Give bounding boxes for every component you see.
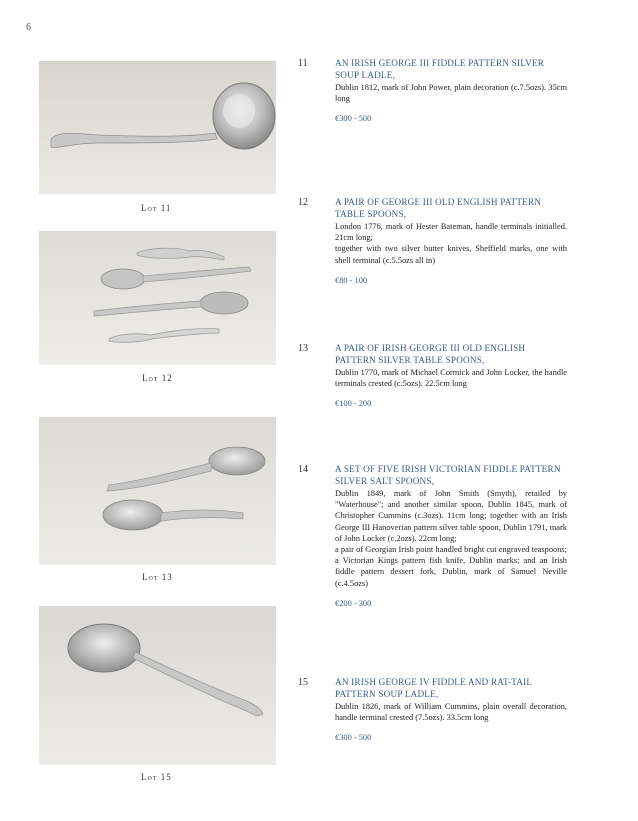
lot-title: A SET OF FIVE IRISH VICTORIAN FIDDLE PATTERN SILVER SALT SPOONS, xyxy=(335,464,561,486)
lot-description xyxy=(335,701,567,723)
photo-lot-15 xyxy=(39,606,276,765)
lot-number: 15 xyxy=(298,677,308,688)
lot-number: 14 xyxy=(298,464,308,475)
lot-title: AN IRISH GEORGE III FIDDLE PATTERN SILVER SOUP LADLE, xyxy=(335,58,545,80)
ladle-image xyxy=(39,61,276,194)
photo-lot-11 xyxy=(39,61,276,194)
lot-estimate: €300 - 500 xyxy=(335,733,372,743)
lot-title: AN IRISH GEORGE IV FIDDLE AND RAT-TAIL PATTERN SOUP LADLE, xyxy=(335,677,532,699)
lot-description xyxy=(335,488,567,589)
lot-number: 12 xyxy=(298,197,308,208)
lot-title: A PAIR OF GEORGE III OLD ENGLISH PATTERN TABLE SPOONS, xyxy=(335,197,542,219)
lot-caption: Lot 12 xyxy=(142,373,173,383)
lot-caption: Lot 11 xyxy=(141,203,172,213)
description-line: Dublin 1812, mark of John Power, plain decoration (c.7.5ozs). 35cm long xyxy=(335,83,567,104)
description-line: Dublin 1770, mark of Michael Cormick and John Locker, the handle terminals crested (c.5ozs). 22.5cm long xyxy=(335,368,567,389)
photo-lot-13 xyxy=(39,417,276,565)
lot-estimate: €300 - 500 xyxy=(335,114,372,124)
lot-number: 13 xyxy=(298,343,308,354)
description-line: a pair of Georgian Irish point handled bright cut engraved teaspoons; a Victorian Kings pattern fish knife, Dublin marks; and an Irish fiddle pattern dessert fork, Dublin, mark of Samuel Neville (c.4.5ozs) xyxy=(335,545,567,588)
lot-description xyxy=(335,82,567,104)
table-spoons-image xyxy=(39,417,276,565)
lot-description xyxy=(335,367,567,389)
page-number: 6 xyxy=(26,22,31,33)
lot-number: 11 xyxy=(298,58,308,69)
description-line: London 1776, mark of Hester Bateman, handle terminals initialled. 21cm long; xyxy=(335,222,567,243)
lot-title: A PAIR OF IRISH GEORGE III OLD ENGLISH PATTERN SILVER TABLE SPOONS, xyxy=(335,343,526,365)
lot-estimate: €80 - 100 xyxy=(335,275,368,285)
lot-description xyxy=(335,221,567,266)
photo-lot-12 xyxy=(39,231,276,365)
description-line: Dublin 1826, mark of William Cummins, plain overall decoration, handle terminal crested (7.5ozs). 33.5cm long xyxy=(335,702,567,723)
description-line: together with two silver butter knives, Sheffield marks, one with shell terminal (c.5.5ozs all in) xyxy=(335,244,567,265)
lot-estimate: €200 - 300 xyxy=(335,598,372,608)
lot-caption: Lot 13 xyxy=(142,572,173,582)
lot-estimate: €100 - 200 xyxy=(335,399,372,409)
description-line: Dublin 1849, mark of John Smith (Smyth), retailed by "Waterhouse"; and another similar spoon, Dublin 1845, mark of Christopher Cummins (c.3ozs). 11cm long; together with an Irish George III Hanoverian pattern silver table spoon, Dublin 1791, mark of John Locker (c.2ozs). 22cm long; xyxy=(335,489,567,543)
lot-caption: Lot 15 xyxy=(141,772,172,782)
spoons-knives-image xyxy=(39,231,276,365)
rat-tail-ladle-image xyxy=(39,606,276,765)
